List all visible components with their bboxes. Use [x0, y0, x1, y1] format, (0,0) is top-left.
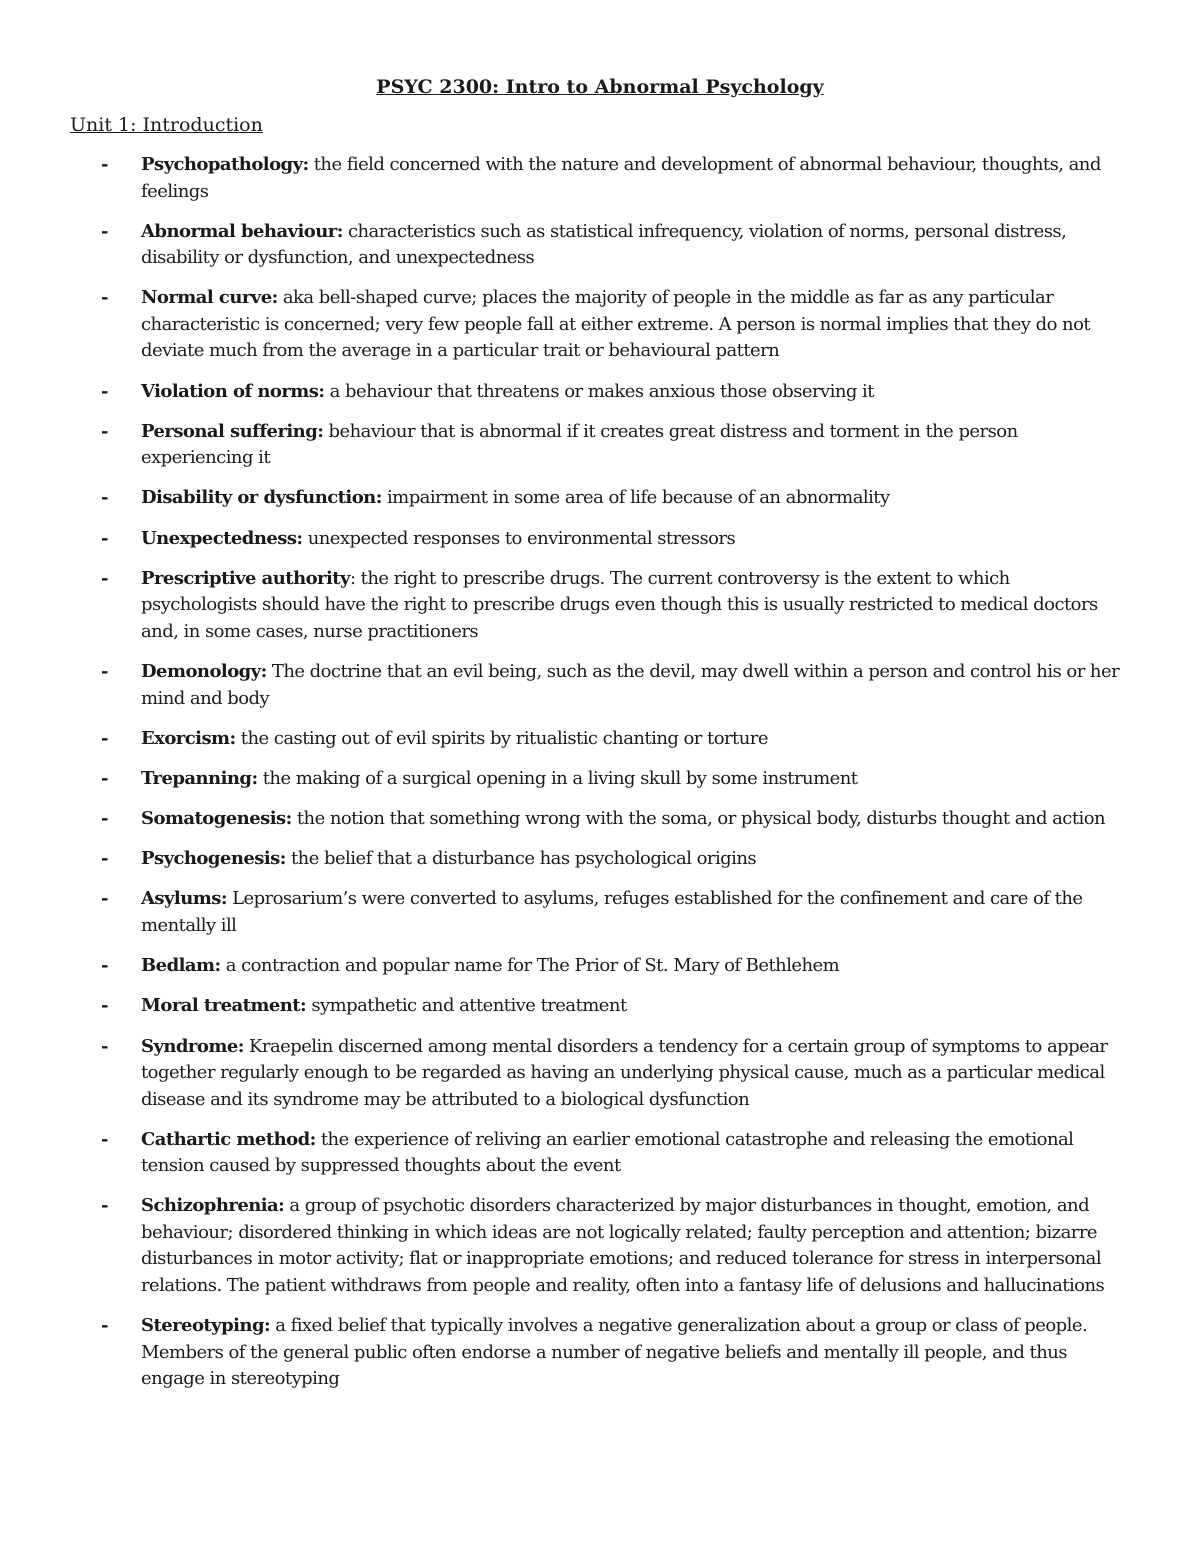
list-item — [0, 1034, 1200, 1114]
page-title: PSYC 2300: Intro to Abnormal Psychology — [376, 76, 824, 98]
list-item — [0, 152, 1200, 205]
term-definition: characteristics such as statistical infrequency, violation of norms, personal distress, disability or dysfunction, and unexpectedness — [141, 220, 1067, 269]
term-definition: the experience of reliving an earlier emotional catastrophe and releasing the emotional tension caused by suppressed thoughts about the event — [141, 1128, 1074, 1177]
term-name: Moral treatment: — [141, 995, 307, 1017]
term-name: Somatogenesis: — [141, 808, 292, 830]
term-name: Normal curve: — [141, 287, 278, 309]
list-item — [0, 806, 1200, 833]
bullet-dash: - — [101, 287, 108, 309]
list-item — [0, 993, 1200, 1020]
term-name: Trepanning: — [141, 767, 258, 789]
term-name: Unexpectedness: — [141, 527, 303, 549]
bullet-dash: - — [101, 955, 108, 977]
term-definition: a behaviour that threatens or makes anxious those observing it — [324, 380, 874, 402]
term-name: Schizophrenia: — [141, 1195, 285, 1217]
bullet-dash: - — [101, 527, 108, 549]
term-name: Cathartic method: — [141, 1128, 316, 1150]
bullet-dash: - — [101, 567, 108, 589]
term-definition: the casting out of evil spirits by ritualistic chanting or torture — [235, 727, 768, 749]
term-definition: a contraction and popular name for The Prior of St. Mary of Bethlehem — [220, 955, 840, 977]
bullet-dash: - — [101, 420, 108, 442]
list-item — [0, 566, 1200, 646]
bullet-dash: - — [101, 661, 108, 682]
list-item — [0, 1313, 1200, 1393]
term-name: Prescriptive authority — [141, 567, 350, 589]
bullet-dash: - — [101, 487, 108, 509]
list-item — [0, 766, 1200, 793]
list-item — [0, 846, 1200, 873]
term-name: Asylums: — [141, 888, 227, 910]
bullet-dash: - — [101, 220, 108, 242]
bullet-dash: - — [101, 380, 108, 402]
list-item — [0, 419, 1200, 472]
term-name: Demonology: — [141, 661, 267, 682]
term-definition: the making of a surgical opening in a living skull by some instrument — [257, 767, 858, 789]
bullet-dash: - — [101, 1195, 108, 1217]
term-list — [0, 152, 1200, 1406]
term-name: Personal suffering: — [141, 420, 324, 442]
term-name: Psychogenesis: — [141, 848, 286, 870]
list-item — [0, 659, 1200, 712]
bullet-dash: - — [101, 154, 108, 175]
term-definition: Kraepelin discerned among mental disorders a tendency for a certain group of symptoms to appear together regularly enough to be regarded as having an underlying physical cause, much as a particular medical disease and its syndrome may be attributed to a biological dysfunction — [141, 1035, 1108, 1110]
term-name: Violation of norms: — [141, 380, 325, 402]
term-definition: the notion that something wrong with the soma, or physical body, disturbs thought and action — [291, 808, 1106, 830]
term-definition: unexpected responses to environmental stressors — [302, 527, 736, 549]
list-item — [0, 886, 1200, 939]
term-definition: : the right to prescribe drugs. The current controversy is the extent to which psychologists should have the right to prescribe drugs even though this is usually restricted to medical doctors and, in some cases, nurse practitioners — [141, 567, 1098, 642]
term-name: Abnormal behaviour: — [141, 220, 343, 242]
bullet-dash: - — [101, 995, 108, 1017]
term-definition: the field concerned with the nature and development of abnormal behaviour, thoughts, and feelings — [141, 154, 1101, 202]
unit-heading: Unit 1: Introduction — [70, 114, 263, 136]
bullet-dash: - — [101, 767, 108, 789]
term-name: Exorcism: — [141, 727, 236, 749]
term-name: Syndrome: — [141, 1035, 244, 1057]
bullet-dash: - — [101, 1035, 108, 1057]
list-item — [0, 1193, 1200, 1299]
list-item — [0, 219, 1200, 272]
term-definition: the belief that a disturbance has psychological origins — [285, 848, 757, 870]
list-item — [0, 379, 1200, 406]
bullet-dash: - — [101, 1128, 108, 1150]
list-item — [0, 526, 1200, 553]
term-definition: Leprosarium’s were converted to asylums, refuges established for the confinement and care of the mentally ill — [141, 888, 1083, 936]
term-name: Stereotyping: — [141, 1315, 271, 1337]
term-definition: a fixed belief that typically involves a negative generalization about a group or class of people. Members of the general public often endorse a number of negative beliefs and mentally ill people, and thus engage in stereotyping — [141, 1315, 1088, 1390]
list-item — [0, 953, 1200, 980]
list-item — [0, 485, 1200, 512]
list-item — [0, 285, 1200, 365]
term-name: Bedlam: — [141, 955, 221, 977]
bullet-dash: - — [101, 848, 108, 870]
bullet-dash: - — [101, 888, 108, 910]
term-definition: The doctrine that an evil being, such as the devil, may dwell within a person and control his or her mind and body — [141, 661, 1120, 709]
list-item — [0, 1127, 1200, 1180]
term-name: Psychopathology: — [141, 154, 309, 175]
bullet-dash: - — [101, 1315, 108, 1337]
term-definition: sympathetic and attentive treatment — [306, 995, 627, 1017]
term-definition: aka bell-shaped curve; places the majority of people in the middle as far as any particular characteristic is concerned; very few people fall at either extreme. A person is normal implies that they do not deviate much from the average in a particular trait or behavioural pattern — [141, 287, 1091, 362]
term-definition: behaviour that is abnormal if it creates great distress and torment in the person experiencing it — [141, 420, 1018, 469]
bullet-dash: - — [101, 727, 108, 749]
bullet-dash: - — [101, 808, 108, 830]
term-definition: a group of psychotic disorders characterized by major disturbances in thought, emotion, and behaviour; disordered thinking in which ideas are not logically related; faulty perception and attention; bizarre disturbances in motor activity; flat or inappropriate emotions; and reduced tolerance for stress in interpersonal relations. The patient withdraws from people and reality, often into a fantasy life of delusions and hallucinations — [141, 1195, 1105, 1296]
list-item — [0, 726, 1200, 753]
term-definition: impairment in some area of life because of an abnormality — [381, 487, 890, 509]
term-name: Disability or dysfunction: — [141, 487, 382, 509]
